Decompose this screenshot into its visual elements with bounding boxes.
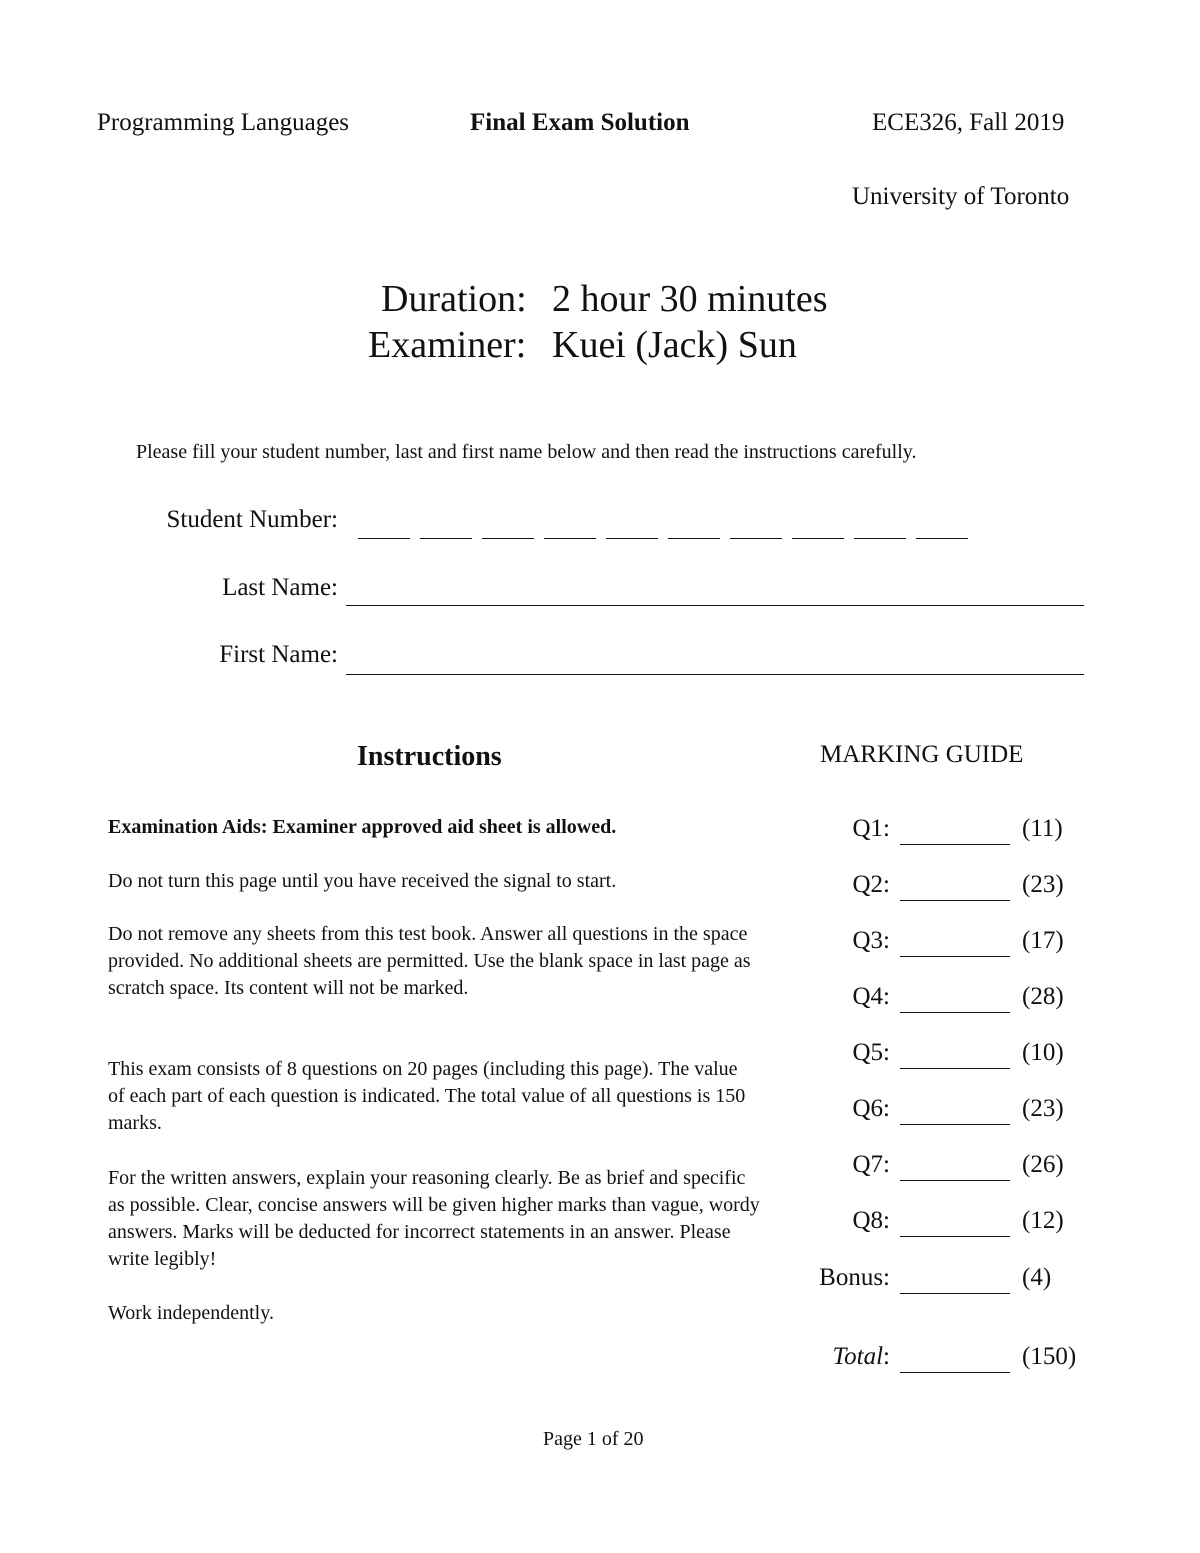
student-number-digit[interactable] [854, 538, 906, 539]
total-label [780, 1343, 890, 1371]
score-blank[interactable] [900, 1180, 1010, 1181]
score-blank[interactable] [900, 1236, 1010, 1237]
score-blank[interactable] [900, 1293, 1010, 1294]
student-number-digit[interactable] [482, 538, 534, 539]
marking-row-max: (17) [1022, 927, 1064, 954]
marking-row-max: (12) [1022, 1207, 1064, 1234]
marking-row-label: Q8: [852, 1207, 890, 1234]
total-max: (150) [1022, 1343, 1077, 1370]
instruction-paragraph: For the written answers, explain your reasoning clearly. Be as brief and specific as possible. Clear, concise answers will be given higher marks than vague, wordy answers. Marks will be deducted for incorrect statements in an answer. Please write legibly! [108, 1167, 760, 1270]
student-number-digit[interactable] [730, 538, 782, 539]
instruction-paragraph: Work independently. [108, 1302, 274, 1324]
student-number-digit[interactable] [606, 538, 658, 539]
score-blank[interactable] [900, 900, 1010, 901]
total-colon: : [883, 1343, 890, 1370]
marking-row-max: (26) [1022, 1151, 1064, 1178]
student-number-digit[interactable] [420, 538, 472, 539]
score-blank[interactable] [900, 844, 1010, 845]
total-label-text: Total [832, 1343, 884, 1370]
page-number: Page 1 of 20 [543, 1428, 644, 1450]
marking-row-max: (10) [1022, 1039, 1064, 1066]
student-number-label: Student Number: [166, 506, 338, 533]
examination-aids: Examination Aids: Examiner approved aid sheet is allowed. [108, 816, 617, 838]
marking-row-label: Q7: [852, 1151, 890, 1178]
marking-row-label: Q2: [852, 871, 890, 898]
examiner-label: Examiner: [368, 324, 527, 366]
marking-row-label: Bonus: [819, 1264, 890, 1291]
marking-row-label: Q4: [852, 983, 890, 1010]
document-title: Final Exam Solution [470, 109, 690, 136]
instruction-paragraph: This exam consists of 8 questions on 20 pages (including this page). The value of each part of each question is indicated. The total value of all questions is 150 marks. [108, 1058, 746, 1134]
marking-row-max: (28) [1022, 983, 1064, 1010]
marking-row-label: Q6: [852, 1095, 890, 1122]
marking-row-max: (11) [1022, 815, 1063, 842]
fill-in-prompt: Please fill your student number, last and first name below and then read the instructions carefully. [136, 441, 917, 463]
marking-row-label: Q3: [852, 927, 890, 954]
first-name-field[interactable] [346, 674, 1084, 675]
marking-row-label: Q1: [852, 815, 890, 842]
instructions-title: Instructions [357, 741, 502, 772]
score-blank[interactable] [900, 956, 1010, 957]
score-blank[interactable] [900, 1124, 1010, 1125]
marking-guide-title: MARKING GUIDE [820, 741, 1024, 768]
student-number-digit[interactable] [358, 538, 410, 539]
last-name-field[interactable] [346, 605, 1084, 606]
first-name-label: First Name: [219, 641, 338, 668]
student-number-digit[interactable] [544, 538, 596, 539]
total-score-blank[interactable] [900, 1372, 1010, 1373]
marking-row-label: Q5: [852, 1039, 890, 1066]
student-number-digit[interactable] [916, 538, 968, 539]
duration-value: 2 hour 30 minutes [552, 278, 828, 320]
course-name: Programming Languages [97, 109, 350, 136]
examiner-value: Kuei (Jack) Sun [552, 324, 797, 366]
score-blank[interactable] [900, 1068, 1010, 1069]
university-name: University of Toronto [852, 183, 1070, 210]
score-blank[interactable] [900, 1012, 1010, 1013]
student-number-digit[interactable] [792, 538, 844, 539]
marking-row-max: (23) [1022, 1095, 1064, 1122]
student-number-digit[interactable] [668, 538, 720, 539]
duration-label: Duration: [381, 278, 527, 320]
instruction-paragraph: Do not remove any sheets from this test book. Answer all questions in the space provided. No additional sheets are permitted. Use the blank space in last page as scratch space. Its content will not be marked. [108, 923, 751, 999]
last-name-label: Last Name: [222, 574, 338, 601]
instruction-paragraph: Do not turn this page until you have received the signal to start. [108, 870, 617, 892]
marking-row-max: (4) [1022, 1264, 1052, 1291]
course-code: ECE326, Fall 2019 [872, 109, 1065, 136]
marking-row-max: (23) [1022, 871, 1064, 898]
